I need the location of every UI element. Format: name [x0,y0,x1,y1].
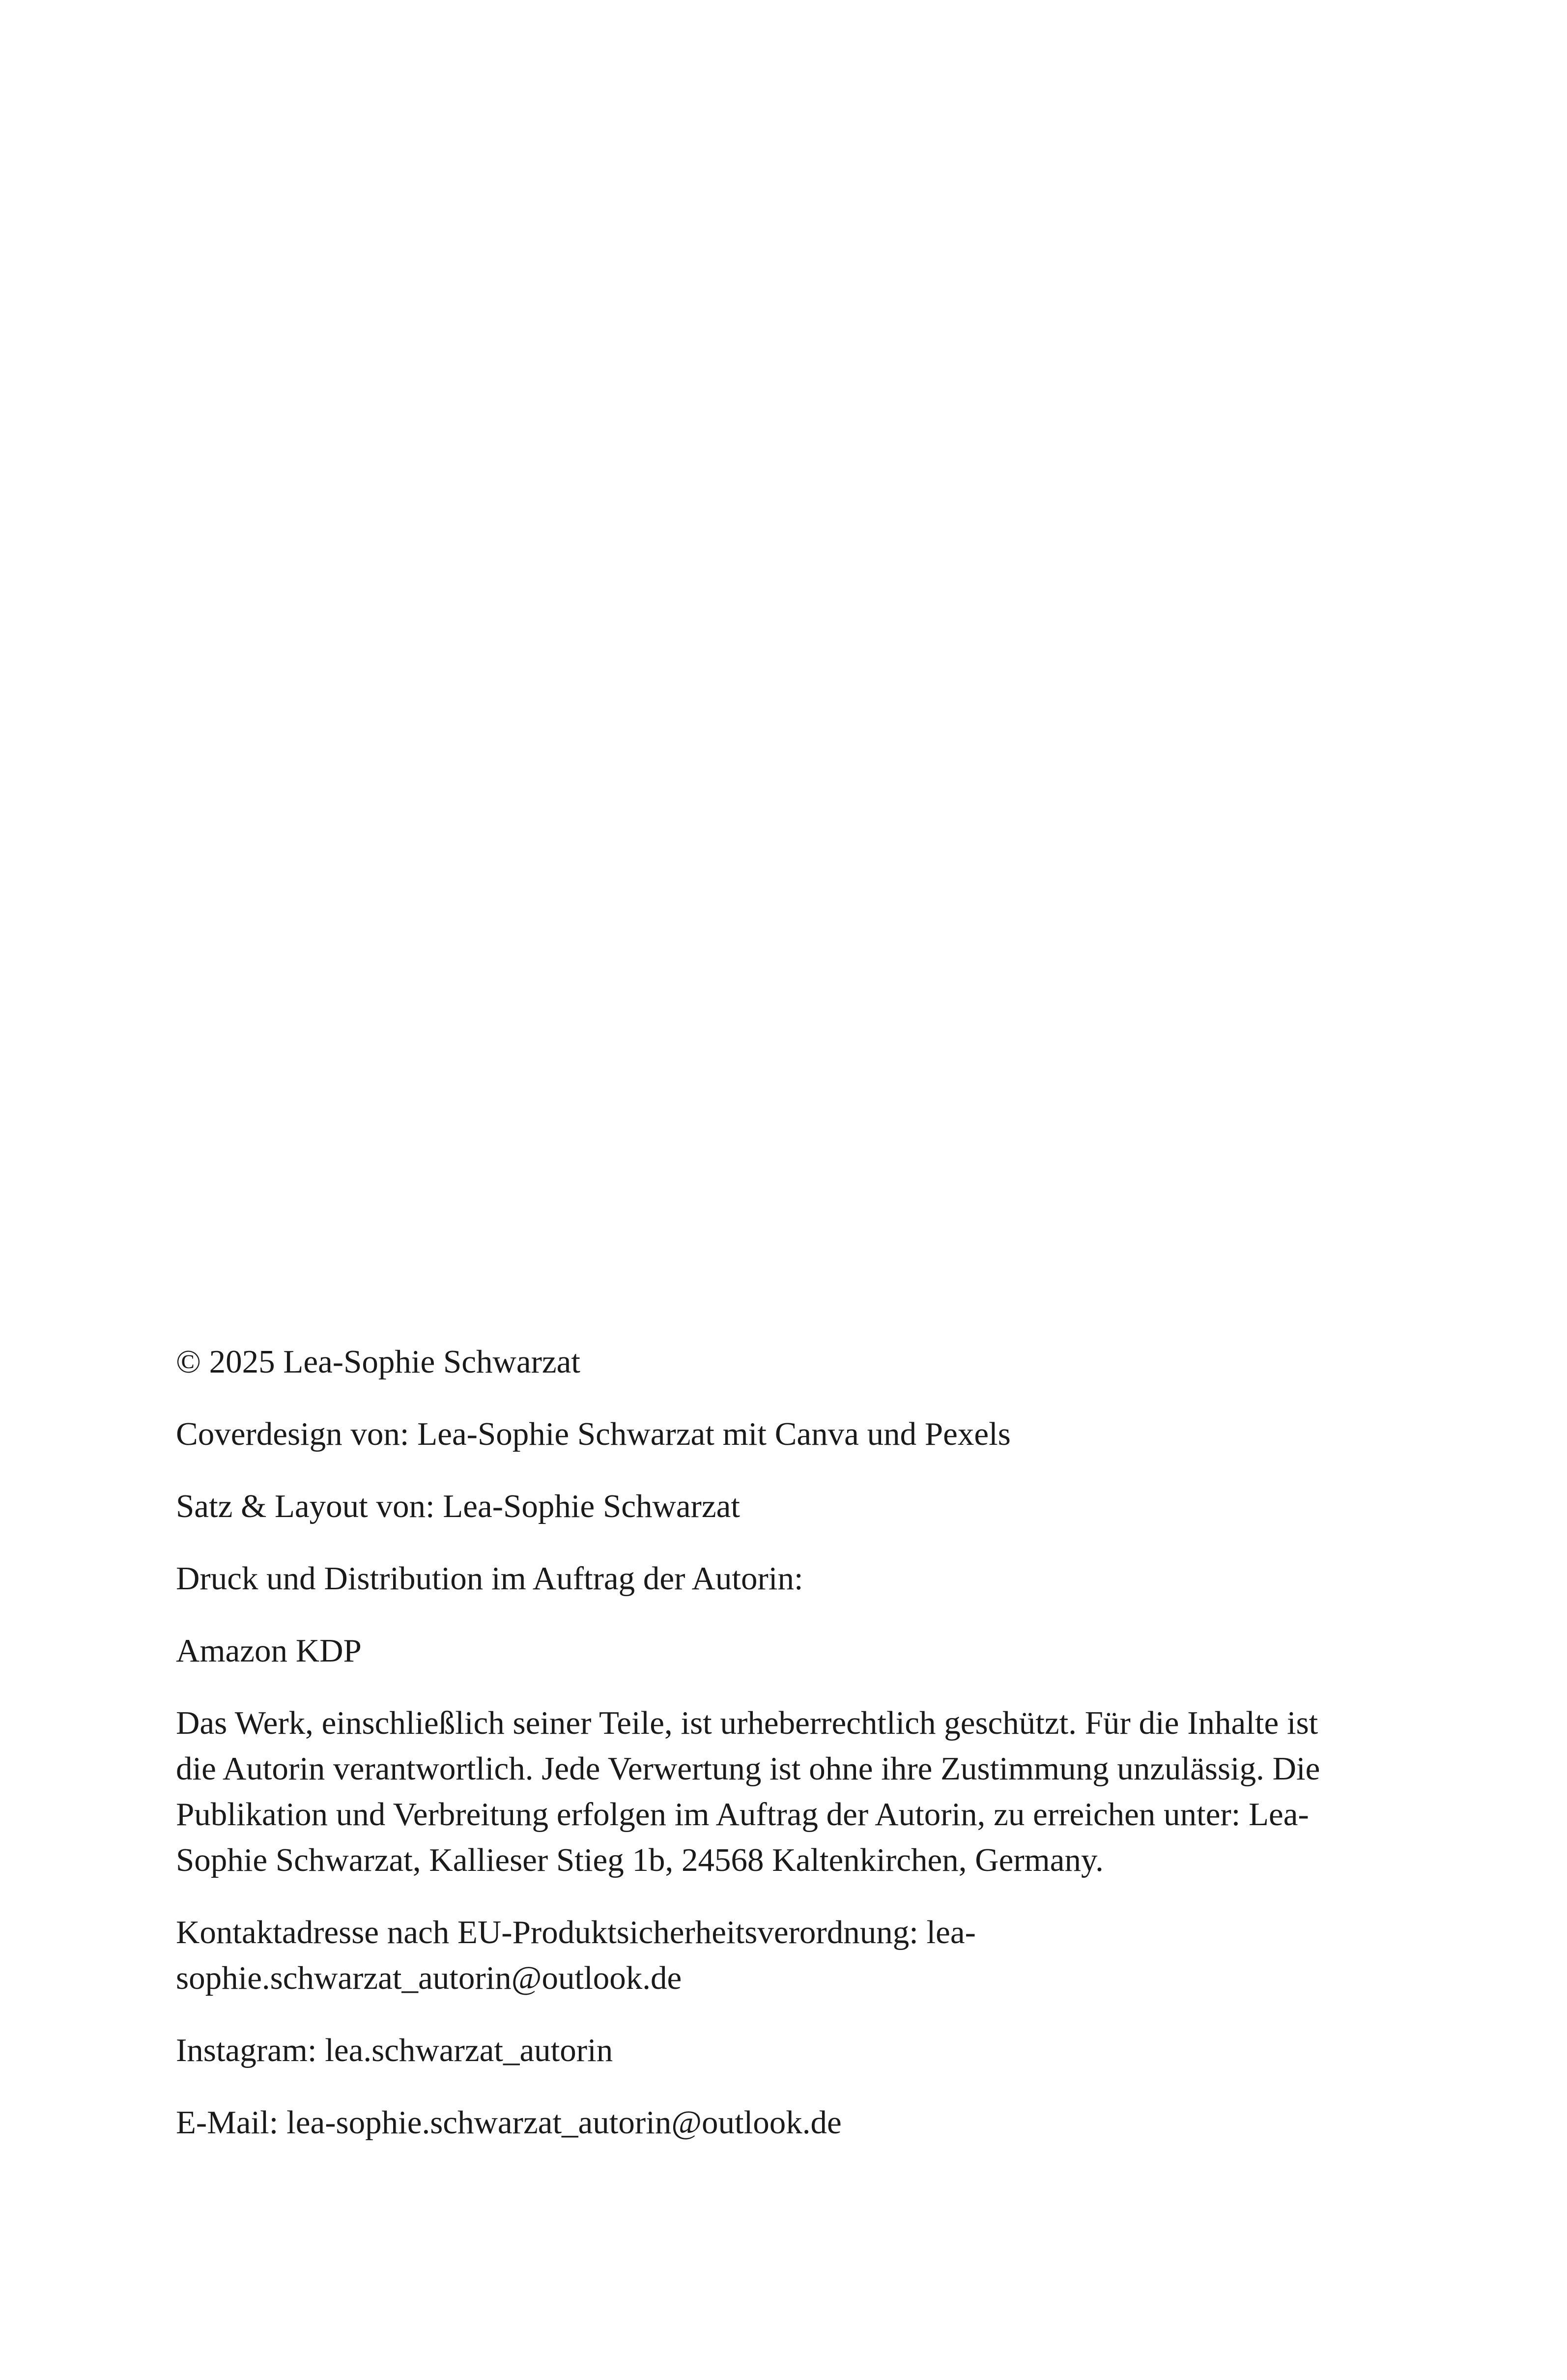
publisher-line: Amazon KDP [176,1633,362,1669]
imprint-block [176,1339,1375,2172]
print-distribution-line: Druck und Distribution im Auftrag der Autorin: [176,1560,803,1597]
copyright-line: © 2025 Lea-Sophie Schwarzat [176,1344,581,1380]
legal-notice-paragraph: Das Werk, einschließlich seiner Teile, ist urheberrechtlich geschützt. Für die Inhalte ist die Autorin verantwortlich. Jede Verwertung ist ohne ihre Zustimmung unzulässig. Die Publikation und Verbreitung erfolgen im Auftrag der Autorin, zu erreichen unter: Lea-Sophie Schwarzat, Kallieser Stieg 1b, 24568 Kaltenkirchen, Germany. [176,1705,1320,1878]
typesetting-line: Satz & Layout von: Lea-Sophie Schwarzat [176,1488,740,1524]
email-line: E-Mail: lea-sophie.schwarzat_autorin@outlook.de [176,2104,842,2141]
instagram-line: Instagram: lea.schwarzat_autorin [176,2032,613,2068]
eu-contact-line: Kontaktadresse nach EU-Produktsicherheitsverordnung: lea-sophie.schwarzat_autorin@outlook.de [176,1914,976,1996]
cover-design-line: Coverdesign von: Lea-Sophie Schwarzat mit Canva und Pexels [176,1416,1011,1452]
